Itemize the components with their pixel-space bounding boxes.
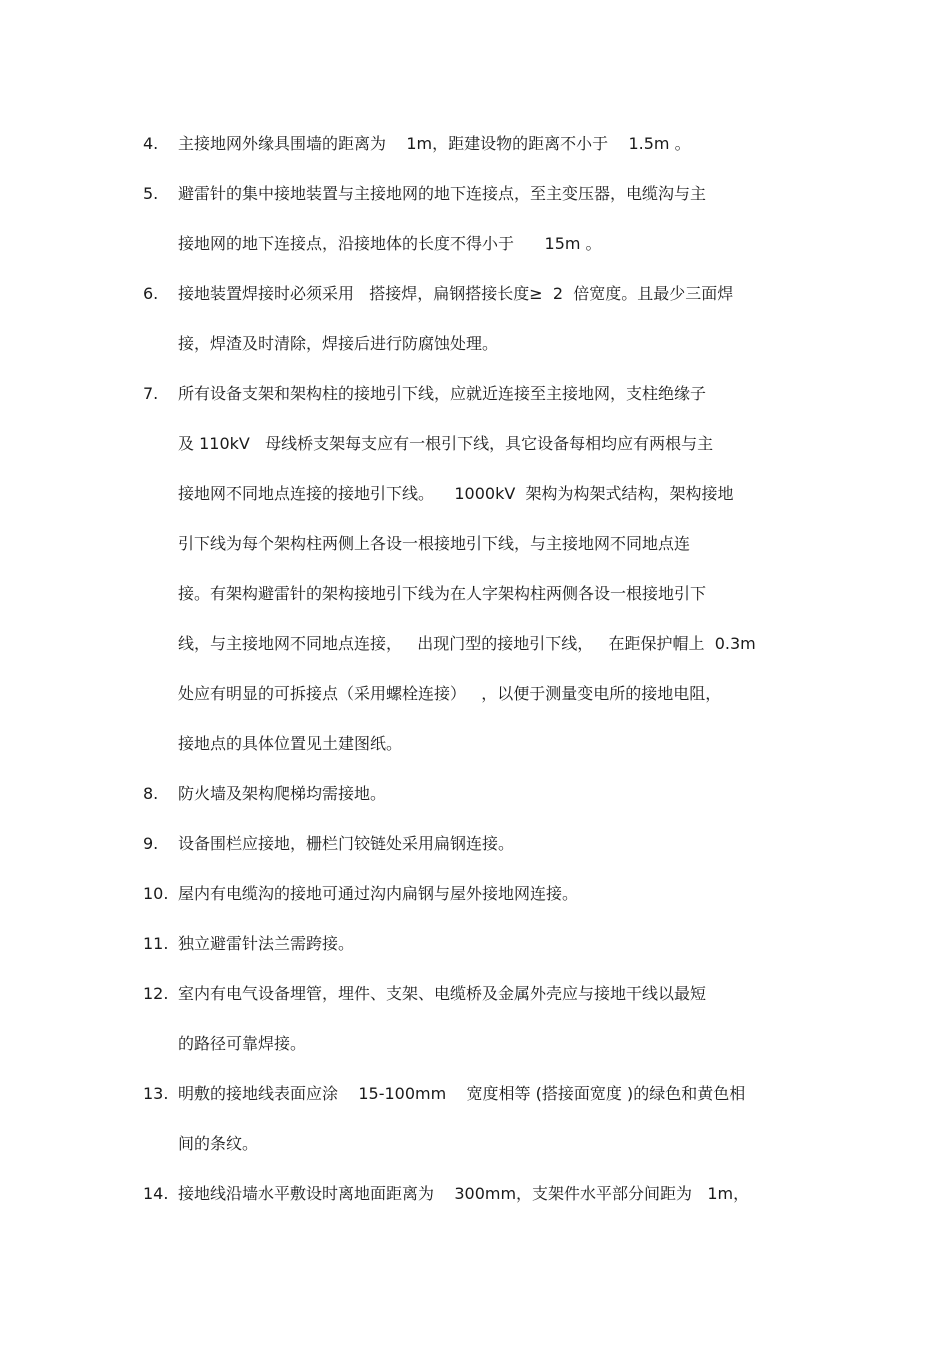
list-item-text-line: 及 110kV 母线桥支架每支应有一根引下线，具它设备每相均应有两根与主 <box>178 434 714 453</box>
list-item-number: 8. <box>143 784 159 803</box>
list-item-number: 10. <box>143 884 169 903</box>
list-item-number: 7. <box>143 384 159 403</box>
list-item-text-line: 接，焊渣及时清除，焊接后进行防腐蚀处理。 <box>178 334 499 353</box>
list-item-text-line: 接地装置焊接时必须采用 搭接焊，扁钢搭接长度≥ 2 倍宽度。且最少三面焊 <box>178 284 734 303</box>
list-item-text-line: 间的条纹。 <box>178 1134 259 1153</box>
list-item-text-line: 接地网的地下连接点，沿接地体的长度不得小于 15m 。 <box>178 234 602 253</box>
list-item-text-line: 线，与主接地网不同地点连接， 出现门型的接地引下线， 在距保护帽上 0.3m <box>178 634 756 653</box>
list-item-text-line: 设备围栏应接地，栅栏门铰链处采用扁钢连接。 <box>178 834 515 853</box>
list-item-number: 14. <box>143 1184 169 1203</box>
list-item-number: 12. <box>143 984 169 1003</box>
list-item-number: 9. <box>143 834 159 853</box>
list-item-text-line: 接地点的具体位置见土建图纸。 <box>178 734 403 753</box>
list-item-text-line: 引下线为每个架构柱两侧上各设一根接地引下线，与主接地网不同地点连 <box>178 534 691 553</box>
list-item-text-line: 接地线沿墙水平敷设时离地面距离为 300mm，支架件水平部分间距为 1m， <box>178 1184 750 1203</box>
list-item-text-line: 主接地网外缘具围墙的距离为 1m，距建设物的距离不小于 1.5m 。 <box>178 134 691 153</box>
list-item-text-line: 接。有架构避雷针的架构接地引下线为在人字架构柱两侧各设一根接地引下 <box>178 584 707 603</box>
list-item-number: 13. <box>143 1084 169 1103</box>
list-item-number: 4. <box>143 134 159 153</box>
list-item-text-line: 所有设备支架和架构柱的接地引下线，应就近连接至主接地网，支柱绝缘子 <box>178 384 707 403</box>
list-item-number: 11. <box>143 934 169 953</box>
list-item-text-line: 屋内有电缆沟的接地可通过沟内扁钢与屋外接地网连接。 <box>178 884 579 903</box>
list-item-text-line: 防火墙及架构爬梯均需接地。 <box>178 784 387 803</box>
list-item-text-line: 室内有电气设备埋管，埋件、支架、电缆桥及金属外壳应与接地干线以最短 <box>178 984 707 1003</box>
list-item-number: 6. <box>143 284 159 303</box>
list-item-text-line: 独立避雷针法兰需跨接。 <box>178 934 355 953</box>
list-item-text-line: 的路径可靠焊接。 <box>178 1034 307 1053</box>
list-item-text-line: 明敷的接地线表面应涂 15-100mm 宽度相等 (搭接面宽度 )的绿色和黄色相 <box>178 1084 746 1103</box>
list-item-text-line: 避雷针的集中接地装置与主接地网的地下连接点，至主变压器，电缆沟与主 <box>178 184 707 203</box>
list-item-text-line: 处应有明显的可拆接点（采用螺栓连接） ，以便于测量变电所的接地电阻， <box>178 684 722 703</box>
list-item-text-line: 接地网不同地点连接的接地引下线。 1000kV 架构为构架式结构，架构接地 <box>178 484 734 503</box>
list-item-number: 5. <box>143 184 159 203</box>
